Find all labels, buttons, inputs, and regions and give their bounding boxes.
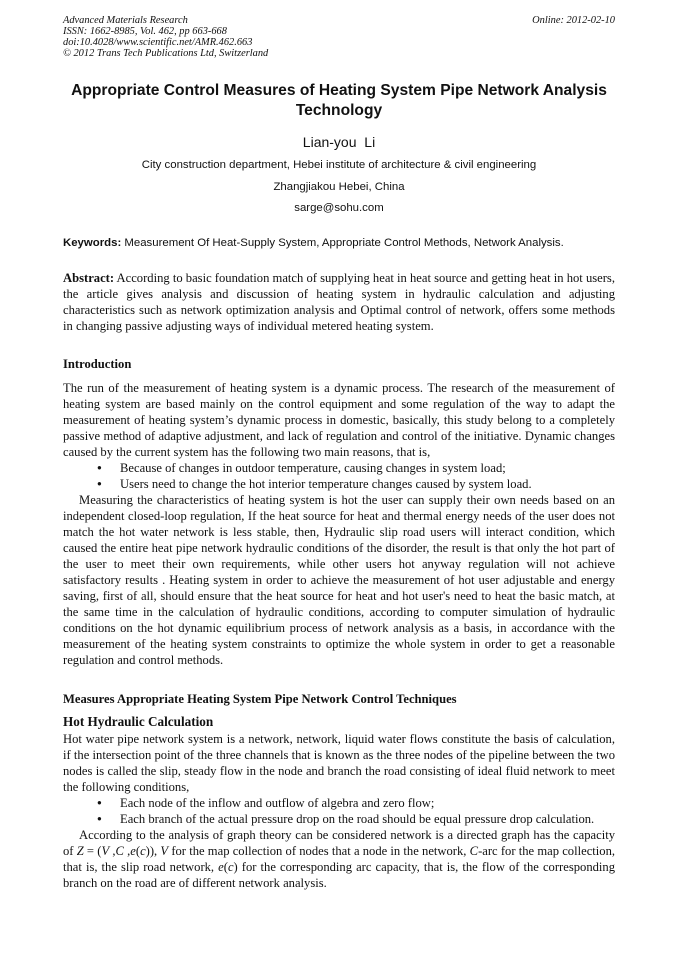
doi: doi:10.4028/www.scientific.net/AMR.462.663 — [63, 37, 253, 48]
list-item: ● Each branch of the actual pressure drop on the road should be equal pressure drop calculation. — [97, 812, 595, 826]
section-heading-measures: Measures Appropriate Heating System Pipe Network Control Techniques — [63, 692, 457, 706]
journal-name: Advanced Materials Research — [63, 15, 188, 26]
measures-bullet-list — [63, 795, 615, 827]
abstract — [63, 270, 615, 334]
email: sarge@sohu.com — [294, 202, 384, 214]
issn: ISSN: 1662-8985, Vol. 462, pp 663-668 — [63, 26, 227, 37]
introduction-bullet-list — [63, 460, 615, 492]
affiliation: City construction department, Hebei institute of architecture & civil engineering — [141, 159, 537, 171]
abstract-text: According to basic foundation match of supplying heat in heat source and getting heat in hot users, the article gives analysis and discussion of heating system in hydraulic calculation and adjusting characteristics such as network optimization analysis and Optimal control of network, offers some methods in changing passive adjusting ways of individual metered heating system. — [63, 271, 615, 333]
measures-body — [63, 731, 615, 891]
journal-info — [63, 15, 268, 59]
abstract-label: Abstract: — [63, 271, 115, 285]
introduction-body — [63, 380, 615, 668]
introduction-paragraph: The run of the measurement of heating system is a dynamic process. The research of the measurement of heating system are based mainly on the control equipment and some regulation of the way to adapt the measurement of heating system’s dynamic process in domestic, basically, this study belong to a completely passive method of adaptive adjustment, and lack of regulation and control of the initiative. Dynamic changes caused by the current system has the following two main reasons, that is, — [63, 381, 615, 459]
list-item: ● Each node of the inflow and outflow of algebra and zero flow; — [97, 796, 435, 810]
online-date: Online: 2012-02-10 — [532, 15, 615, 26]
bullet-icon: ● — [97, 479, 102, 488]
paper-title: Appropriate Control Measures of Heating System Pipe Network Analysis Technology — [71, 82, 607, 119]
measures-paragraph: Hot water pipe network system is a network, network, liquid water flows constitute the basis of calculation, if the intersection point of the three channels that is known as the three nodes of the pipeline between the two nodes is called the slip, steady flow in the node and branch the road consisting of ideal fluid network to meet the following conditions, — [63, 732, 615, 794]
introduction-paragraph: Measuring the characteristics of heating system is hot the user can supply their own needs based on an independent closed-loop regulation, If the heat source for heat and thermal energy needs of the user does not match the hot water network is less stable, then, Hydraulic slip road users will interact condition, which caused the entire heat pipe network hydraulic conditions of the disorder, the result is that only the hot part of the user to meet their own requirements, while other users hot anyway regulation will not achieve satisfactory results . Heating system in order to achieve the measurement of hot user adjustable and energy saving, first of all, should ensure that the heat source for heat and hot user's need to heat the basic match, at the same time in the calculation of hydraulic conditions, according to computer simulation of hydraulic conditions on the hot dynamic equilibrium process of network analysis as a basis, in accordance with the measurement of the heating system constraints to optimize the whole system in order to get a reasonable regulation and control methods. — [63, 493, 615, 667]
author-name: Lian-you Li — [302, 134, 376, 150]
bullet-icon: ● — [97, 798, 102, 807]
keywords-label: Keywords: — [63, 237, 122, 249]
keywords-text: Measurement Of Heat-Supply System, Appropriate Control Methods, Network Analysis. — [121, 237, 564, 249]
bullet-icon: ● — [97, 814, 102, 823]
location: Zhangjiakou Hebei, China — [273, 181, 405, 193]
copyright: © 2012 Trans Tech Publications Ltd, Switzerland — [63, 48, 269, 59]
list-item: ● Because of changes in outdoor temperature, causing changes in system load; — [97, 461, 506, 475]
measures-paragraph: According to the analysis of graph theory can be considered network is a directed graph has the capacity of Z = (V ,C ,e(c)), V for the map collection of nodes that a node in the network, C-arc for the map collection, that is, the slip road network, e(c) for the corresponding arc capacity, that is, the flow of the corresponding branch on the road are of different network analysis. — [63, 828, 616, 890]
list-item: ● Users need to change the hot interior temperature changes caused by system load. — [97, 477, 532, 491]
keywords — [63, 236, 623, 250]
subsection-heading-hydraulic: Hot Hydraulic Calculation — [63, 714, 214, 729]
section-heading-introduction: Introduction — [63, 357, 132, 371]
bullet-icon: ● — [97, 463, 102, 472]
